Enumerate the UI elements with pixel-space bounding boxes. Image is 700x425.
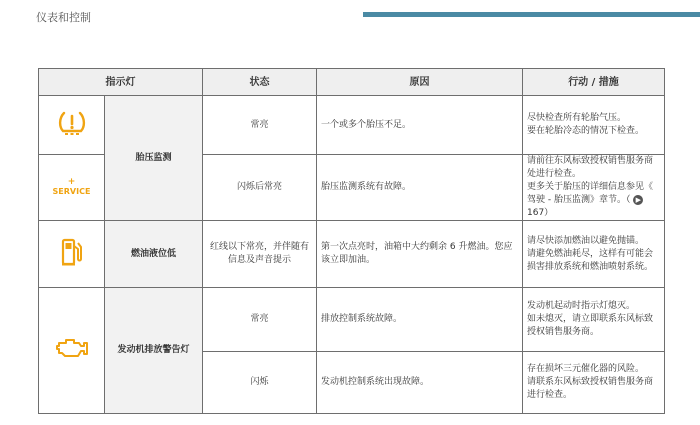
action-line: 请联系东风标致授权销售服务商进行检查。 [527, 377, 654, 400]
service-icon [53, 177, 91, 197]
action-cell [523, 96, 665, 155]
page-reference-number: 167） [527, 208, 554, 218]
indicator-name-fuel-low: 燃油液位低 [105, 221, 203, 288]
table-row [39, 96, 665, 155]
action-cell [523, 352, 665, 414]
action-line: 要在轮胎冷态的情况下检查。 [527, 126, 645, 136]
column-header-state: 状态 [203, 69, 317, 96]
service-plus-icon: + [67, 176, 76, 187]
engine-check-icon [56, 337, 88, 359]
action-line: 请尽快添加燃油以避免抛锚。 [527, 235, 645, 246]
icon-cell [39, 155, 105, 221]
indicator-name-engine-emission: 发动机排放警告灯 [105, 288, 203, 414]
cause-cell: 第一次点亮时，油箱中大约剩余 6 升燃油。您应该立即加油。 [317, 221, 523, 288]
cause-cell: 胎压监测系统有故障。 [317, 155, 523, 221]
column-header-cause: 原因 [317, 69, 523, 96]
action-cell [523, 221, 665, 288]
table-row [39, 221, 665, 288]
cause-cell: 发动机控制系统出现故障。 [317, 352, 523, 414]
state-cell: 闪烁后常亮 [203, 155, 317, 221]
state-cell: 闪烁 [203, 352, 317, 414]
table-header-row [39, 69, 665, 96]
service-label: SERVICE [52, 186, 91, 196]
action-line: 发动机起动时指示灯熄灭。 [527, 301, 636, 311]
indicator-name-tire-pressure: 胎压监测 [105, 96, 203, 221]
state-cell: 常亮 [203, 288, 317, 352]
action-line: 请避免燃油耗尽，这样有可能会损害排放系统和燃油喷射系统。 [527, 248, 654, 272]
action-line-ref [527, 181, 660, 220]
cause-cell: 排放控制系统故障。 [317, 288, 523, 352]
icon-cell [39, 288, 105, 414]
cause-cell: 一个或多个胎压不足。 [317, 96, 523, 155]
header-accent-bar [363, 12, 700, 17]
state-cell: 红线以下常亮，并伴随有信息及声音提示 [203, 221, 317, 288]
tire-pressure-warning-icon [57, 110, 87, 136]
action-cell [523, 288, 665, 352]
action-cell [523, 155, 665, 221]
indicator-table [38, 68, 665, 414]
action-text: 更多关于胎压的详细信息参见《 驾驶 - 胎压监测》章节。（ [527, 182, 654, 205]
column-header-indicator: 指示灯 [39, 69, 203, 96]
icon-cell [39, 221, 105, 288]
action-line: 尽快检查所有轮胎气压。 [527, 113, 627, 123]
action-line: 存在损坏三元催化器的风险。 [527, 364, 645, 374]
section-title: 仪表和控制 [36, 11, 91, 24]
column-header-action: 行动 / 措施 [523, 69, 665, 96]
page-reference-icon: ▶ [633, 195, 643, 205]
icon-cell [39, 96, 105, 155]
state-cell: 常亮 [203, 96, 317, 155]
table-row [39, 288, 665, 352]
fuel-pump-icon [61, 238, 83, 266]
action-line: 请前往东风标致授权销售服务商处进行检查。 [527, 156, 654, 179]
action-line: 如未熄灭，请立即联系东风标致授权销售服务商。 [527, 314, 654, 337]
